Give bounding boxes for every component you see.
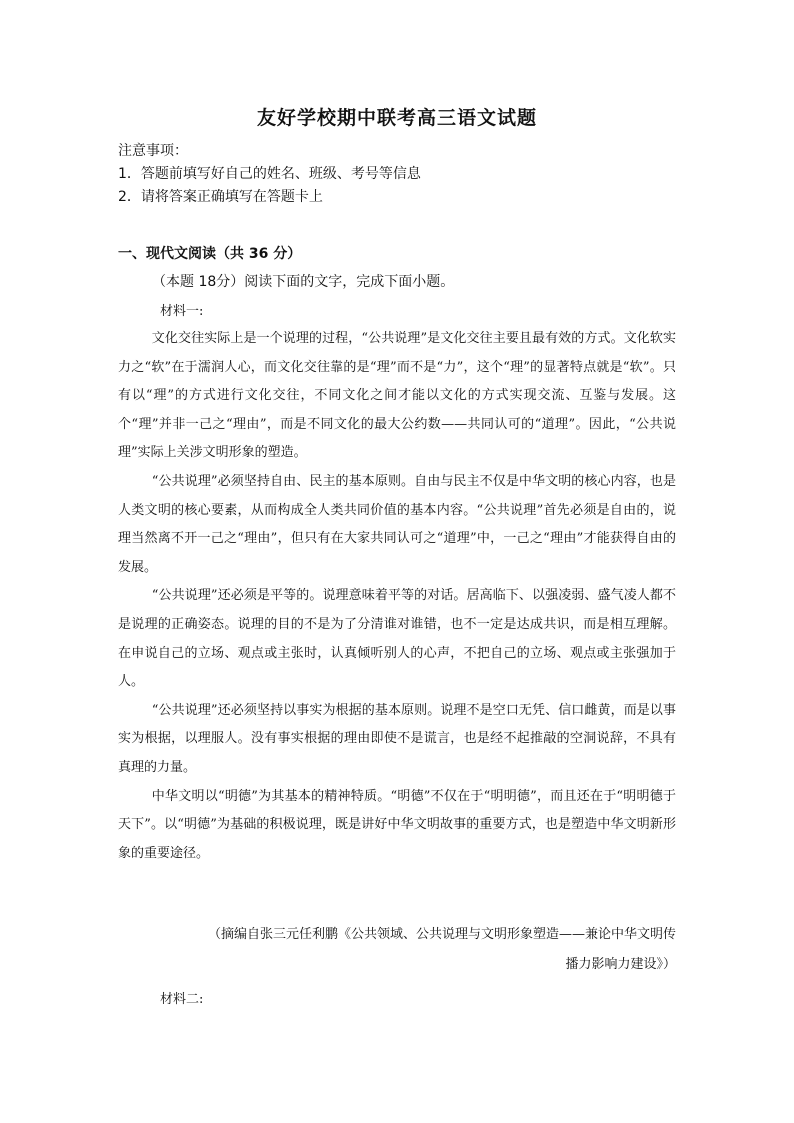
question-instruction: （本题 18分）阅读下面的文字，完成下面小题。 [152, 274, 455, 290]
citation-line: （摘编自张三元任利鹏《公共领域、公共说理与文明形象塑造——兼论中华文明传 [207, 927, 676, 942]
material-one-label: 材料一: [160, 304, 204, 319]
paragraph: “公共说理”还必须是平等的。说理意味着平等的对话。居高临下、以强凌弱、盛气凌人都不是说理的正确姿态。说理的目的不是为了分清谁对谁错，也不一定是达成共识，而是相互理解。在申说自己的立场、观点或主张时，认真倾听别人的心声，不把自己的立场、观点或主张强加于人。 [118, 588, 676, 690]
notice-item: 2．请将答案正确填写在答题卡上 [118, 189, 323, 205]
notice-heading: 注意事项： [118, 143, 188, 159]
notice-block [118, 140, 421, 209]
citation [118, 920, 676, 980]
notice-item: 1．答题前填写好自己的姓名、班级、考号等信息 [118, 166, 421, 182]
paragraph: 中华文明以“明德”为其基本的精神特质。“明德”不仅在于“明明德”，而且还在于“明明德于天下”。以“明德”为基础的积极说理，既是讲好中华文明故事的重要方式，也是塑造中华文明新形象的重要途径。 [118, 788, 676, 861]
material-one-body [118, 325, 676, 868]
section-heading: 一、现代文阅读（共 36 分） [118, 246, 302, 262]
material-two-label: 材料二: [160, 992, 204, 1007]
paragraph: “公共说理”必须坚持自由、民主的基本原则。自由与民主不仅是中华文明的核心内容，也是人类文明的核心要素，从而构成全人类共同价值的基本内容。“公共说理”首先必须是自由的，说理当然离不开一己之“理由”，但只有在大家共同认可之“道理”中，一己之“理由”才能获得自由的发展。 [118, 473, 676, 575]
paragraph: “公共说理”还必须坚持以事实为根据的基本原则。说理不是空口无凭、信口雌黄，而是以事实为根据，以理服人。没有事实根据的理由即使不是谎言，也是经不起推敲的空洞说辞，不具有真理的力量。 [118, 702, 676, 775]
page-title: 友好学校期中联考高三语文试题 [256, 107, 537, 129]
paragraph: 文化交往实际上是一个说理的过程，“公共说理”是文化交往主要且最有效的方式。文化软实力之“软”在于濡润人心，而文化交往靠的是“理”而不是“力”，这个“理”的显著特点就是“软”。只有以“理”的方式进行文化交往，不同文化之间才能以文化的方式实现交流、互鉴与发展。这个“理”并非一己之“理由”，而是不同文化的最大公约数——共同认可的“道理”。因此，“公共说理”实际上关涉文明形象的塑造。 [118, 331, 676, 461]
citation-line: 播力影响力建设》） [565, 957, 676, 972]
